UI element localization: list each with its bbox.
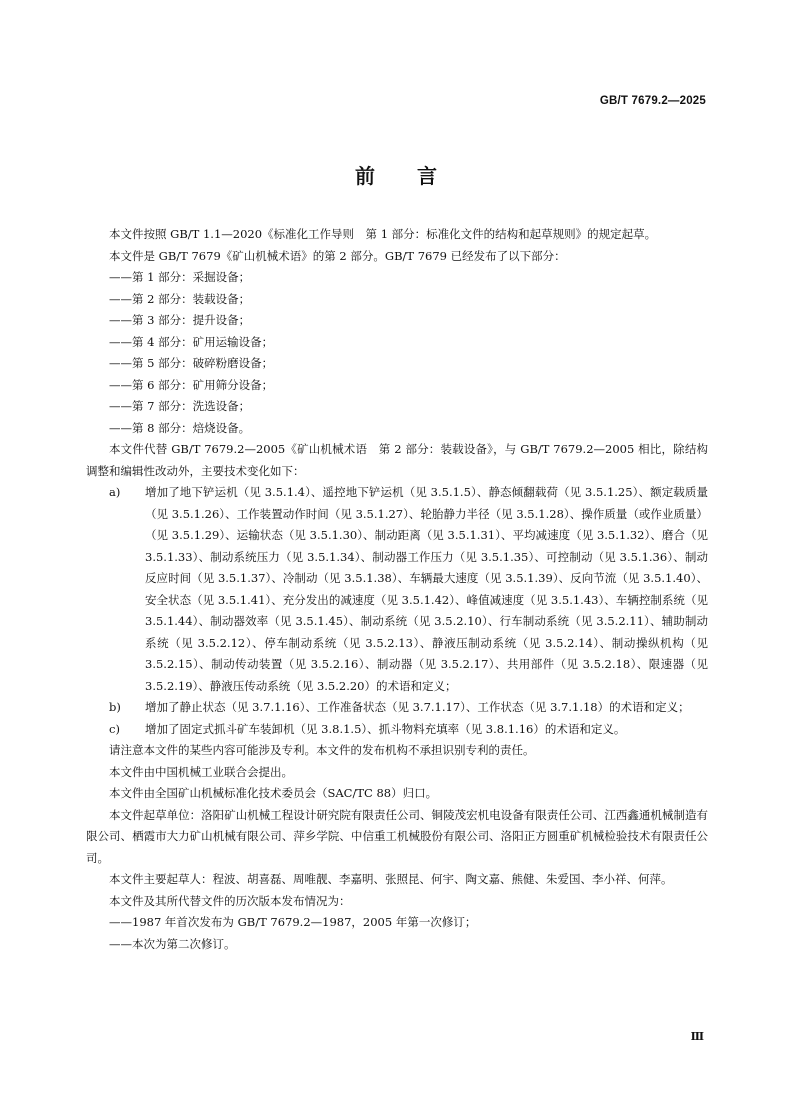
list-item: ——第 4 部分：矿用运输设备； xyxy=(109,334,274,349)
list-item: ——第 7 部分：洗选设备； xyxy=(109,399,251,413)
item-text: 增加了静止状态（见 3.7.1.16）、工作准备状态（见 3.7.1.17）、工作状态（见 3.7.1.18）的术语和定义； xyxy=(145,700,690,714)
paragraph-proposer: 本文件由中国机械工业联合会提出。 xyxy=(109,764,293,779)
list-item: ——第 2 部分：装载设备； xyxy=(109,291,251,306)
paragraph-patent-notice: 请注意本文件的某些内容可能涉及专利。本文件的发布机构不承担识别专利的责任。 xyxy=(109,743,535,757)
paragraph-drafters: 本文件主要起草人：程波、胡喜磊、周唯靓、李嘉明、张照昆、何宇、陶文嘉、熊健、朱爱国、李小祥、何萍。 xyxy=(109,872,673,886)
item-text: 增加了地下铲运机（见 3.5.1.4）、遥控地下铲运机（见 3.5.1.5）、静态倾翻载荷（见 3.5.1.25）、额定载质量（见 3.5.1.26）、工作装置动作时间（见 3.5.1.27）、轮胎静力半径（见 3.5.1.28）、操作质量（或作业质量）（见 3.5.1.29）、运输状态（见 3.5.1.30）、制动距离（见 3.5.1.31）、平均减速度（见 3.5.1.32）、磨合（见 3.5.1.33）、制动系统压力（见 3.5.1.34）、制动器工作压力（见 3.5.1.35）、可控制动（见 3.5.1.36）、制动反应时间（见 3.5.1.37）、冷制动（见 3.5.1.38）、车辆最大速度（见 3.5.1.39）、反向节流（见 3.5.1.40）、安全状态（见 3.5.1.41）、充分发出的减速度（见 3.5.1.42）、峰值减速度（见 3.5.1.43）、车辆控制系统（见 3.5.1.44）、制动器效率（见 3.5.1.45）、制动系统（见 3.5.2.10）、行车制动系统（见 3.5.2.11）、辅助制动系统（见 3.5.2.12）、停车制动系统（见 3.5.2.13）、静液压制动系统（见 3.5.2.14）、制动操纵机构（见 3.5.2.15）、制动传动装置（见 3.5.2.16）、制动器（见 3.5.2.17）、共用部件（见 3.5.2.18）、限速器（见 3.5.2.19）、静液压传动系统（见 3.5.2.20）的术语和定义； xyxy=(145,485,708,693)
paragraph-series-intro: 本文件是 GB/T 7679《矿山机械术语》的第 2 部分。GB/T 7679 已经发布了以下部分： xyxy=(109,248,566,263)
change-item-a xyxy=(86,482,708,697)
list-item: ——第 8 部分：焙烧设备。 xyxy=(109,420,251,435)
page-title: 前言 xyxy=(355,164,479,188)
change-item-b xyxy=(86,697,708,719)
page-number: Ⅲ xyxy=(690,1030,704,1043)
item-label: c) xyxy=(109,721,120,736)
list-item: ——第 3 部分：提升设备； xyxy=(109,313,251,327)
paragraph-drafting-rules: 本文件按照 GB/T 1.1—2020《标准化工作导则 第 1 部分：标准化文件的结构和起草规则》的规定起草。 xyxy=(109,227,657,241)
change-item-c xyxy=(86,719,708,741)
paragraph-replaces: 本文件代替 GB/T 7679.2—2005《矿山机械术语 第 2 部分：装载设备》，与 GB/T 7679.2—2005 相比，除结构调整和编辑性改动外，主要技术变化如下： xyxy=(86,442,708,478)
list-item: ——1987 年首次发布为 GB/T 7679.2—1987，2005 年第一次修订； xyxy=(109,915,477,929)
item-text: 增加了固定式抓斗矿车装卸机（见 3.8.1.5）、抓斗物料充填率（见 3.8.1.16）的术语和定义。 xyxy=(145,721,626,736)
paragraph-history-intro: 本文件及其所代替文件的历次版本发布情况为： xyxy=(109,893,351,908)
list-item: ——第 6 部分：矿用筛分设备； xyxy=(109,377,274,392)
changes-list xyxy=(86,482,708,740)
foreword-body xyxy=(86,224,708,955)
item-label: a) xyxy=(109,485,121,499)
paragraph-committee: 本文件由全国矿山机械标准化技术委员会（SAC/TC 88）归口。 xyxy=(109,786,438,800)
standard-code: GB/T 7679.2—2025 xyxy=(599,95,706,107)
list-item: ——第 1 部分：采掘设备； xyxy=(109,270,251,284)
history-list xyxy=(86,912,708,955)
parts-list xyxy=(86,267,708,439)
list-item: ——本次为第二次修订。 xyxy=(109,936,236,951)
list-item: ——第 5 部分：破碎粉磨设备； xyxy=(109,356,274,370)
item-label: b) xyxy=(109,700,121,714)
paragraph-drafting-units: 本文件起草单位：洛阳矿山机械工程设计研究院有限责任公司、铜陵茂宏机电设备有限责任公司、江西鑫通机械制造有限公司、栖霞市大力矿山机械有限公司、萍乡学院、中信重工机械股份有限公司、洛阳正方圆重矿机械检验技术有限责任公司。 xyxy=(86,807,708,865)
